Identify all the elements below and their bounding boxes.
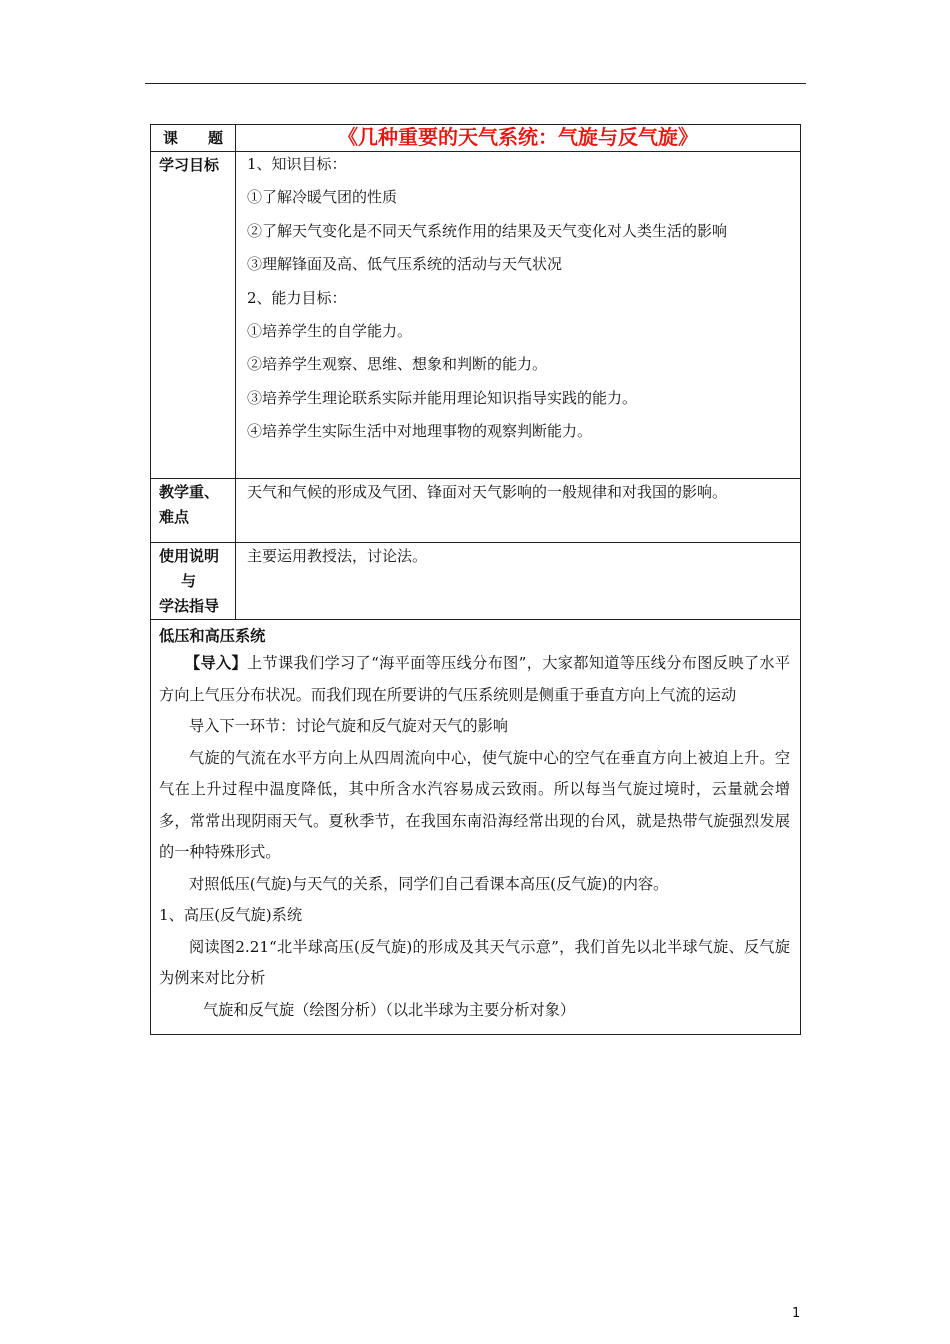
lesson-plan-table	[150, 124, 801, 1035]
goal-item: 2、能力目标：	[247, 288, 347, 307]
intro-tag: 【导入】	[185, 654, 248, 672]
reading-paragraph: 阅读图2.21“北半球高压(反气旋)的形成及其天气示意”，我们首先以北半球气旋、反气旋为例来对比分析	[159, 937, 790, 987]
goals-cell	[236, 152, 801, 479]
method-text: 主要运用教授法，讨论法。	[236, 543, 801, 620]
goal-item: 1、知识目标：	[247, 155, 347, 173]
goal-item: ③理解锋面及高、低气压系统的活动与天气状况	[247, 255, 563, 274]
goal-item: ②了解天气变化是不同天气系统作用的结果及天气变化对人类生活的影响	[247, 221, 728, 240]
compare-paragraph: 对照低压(气旋)与天气的关系，同学们自己看课本高压(反气旋)的内容。	[189, 874, 669, 893]
high-pressure-heading: 1、高压(反气旋)系统	[159, 906, 303, 924]
key-label-line-2: 难点	[159, 508, 190, 526]
method-label	[151, 543, 236, 620]
key-points-label	[151, 479, 236, 543]
goal-item: ③培养学生理论联系实际并能用理论知识指导实践的能力。	[247, 388, 638, 407]
goal-item: ②培养学生观察、思维、想象和判断的能力。	[247, 355, 548, 374]
page-number: 1	[792, 1306, 801, 1321]
method-row	[151, 543, 801, 620]
cyclone-paragraph: 气旋的气流在水平方向上从四周流向中心，使气旋中心的空气在垂直方向上被迫上升。空气在上升过程中温度降低，其中所含水汽容易成云致雨。所以每当气旋过境时，云量就会增多，常常出现阴雨天气。夏秋季节，在我国东南沿海经常出现的台风，就是热带气旋强烈发展的一种特殊形式。	[159, 748, 790, 861]
body-row	[151, 620, 801, 1035]
header-rule	[145, 83, 806, 84]
title-label: 课 题	[151, 125, 236, 152]
method-label-line-3: 学法指导	[159, 597, 220, 615]
next-section-line: 导入下一环节：讨论气旋和反气旋对天气的影响	[189, 717, 508, 735]
key-label-line-1: 教学重、	[159, 483, 220, 501]
analysis-line: 气旋和反气旋（绘图分析）（以北半球为主要分析对象）	[203, 1000, 576, 1019]
goals-label: 学习目标	[151, 152, 236, 479]
section-heading: 低压和高压系统	[159, 627, 266, 645]
goal-item: ①了解冷暖气团的性质	[247, 188, 398, 207]
intro-paragraph	[159, 648, 790, 711]
intro-text: 上节课我们学习了“海平面等压线分布图”，大家都知道等压线分布图反映了水平方向上气压分布状况。而我们现在所要讲的气压系统则是侧重于垂直方向上气流的运动	[159, 654, 791, 704]
key-points-row	[151, 479, 801, 543]
key-points-text: 天气和气候的形成及气团、锋面对天气影响的一般规律和对我国的影响。	[236, 479, 801, 543]
goal-item: ①培养学生的自学能力。	[247, 321, 413, 340]
method-label-line-1: 使用说明	[159, 547, 220, 565]
goal-item: ④培养学生实际生活中对地理事物的观察判断能力。	[247, 422, 593, 441]
method-label-line-2: 与	[181, 572, 197, 590]
goals-row	[151, 152, 801, 479]
lesson-body	[151, 620, 801, 1035]
lesson-title: 《几种重要的天气系统：气旋与反气旋》	[236, 125, 801, 152]
